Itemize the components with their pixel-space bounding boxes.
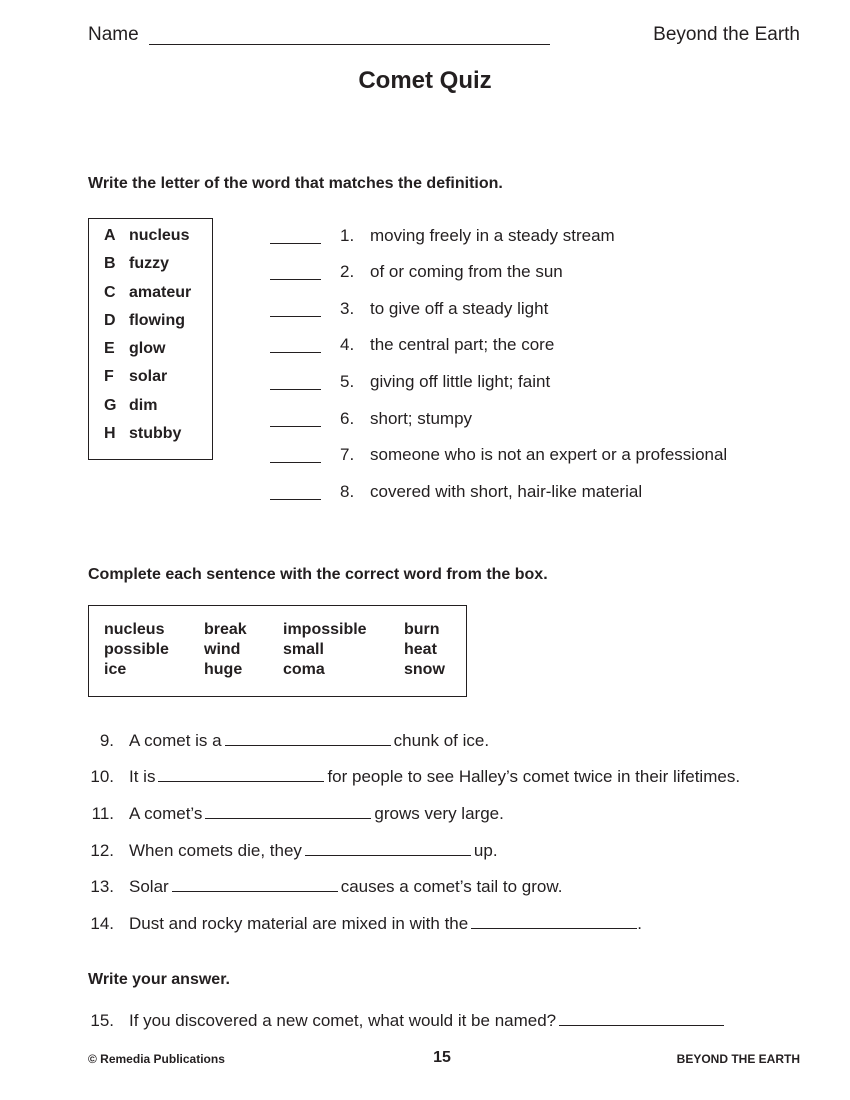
letter-item: [104, 312, 185, 330]
letter-item: [104, 425, 181, 443]
written-answer-instruction: Write your answer.: [88, 971, 230, 988]
letter-word: fuzzy: [129, 255, 169, 272]
letter-item: [104, 340, 165, 358]
word-bank-column: [283, 620, 367, 680]
letter-label: C: [104, 284, 116, 301]
word-bank-box: [88, 605, 467, 697]
answer-blank[interactable]: [270, 426, 321, 427]
definition-number: 4.: [340, 335, 355, 354]
answer-blank[interactable]: [270, 462, 321, 463]
definition-number: 8.: [340, 482, 355, 501]
letter-label: F: [104, 368, 114, 385]
word-bank-column: [204, 620, 247, 680]
answer-blank[interactable]: [172, 878, 338, 892]
sentence-number: 11.: [91, 804, 114, 823]
sentence-text-after: .: [637, 914, 642, 933]
definition-text: someone who is not an expert or a professional: [370, 445, 728, 464]
letter-label: G: [104, 397, 117, 414]
answer-blank[interactable]: [205, 805, 371, 819]
answer-blank[interactable]: [270, 243, 321, 244]
word-bank-column: [404, 620, 445, 680]
letter-label: B: [104, 255, 116, 272]
answer-blank[interactable]: [471, 915, 637, 929]
publisher-credit: © Remedia Publications: [88, 1052, 225, 1066]
sentence-text-before: Dust and rocky material are mixed in with the: [129, 914, 469, 933]
answer-blank[interactable]: [270, 316, 321, 317]
page-number: 15: [433, 1049, 451, 1066]
word-bank-word: break: [204, 621, 247, 638]
definition-number: 1.: [340, 226, 355, 245]
letter-word: stubby: [129, 425, 182, 442]
name-label: Name: [88, 24, 139, 45]
letter-word-box: [88, 218, 213, 460]
letter-label: H: [104, 425, 116, 442]
definition-number: 6.: [340, 409, 355, 428]
definition-text: moving freely in a steady stream: [370, 226, 615, 245]
definition-number: 3.: [340, 299, 355, 318]
unit-title: Beyond the Earth: [653, 24, 800, 45]
footer-unit-title: BEYOND THE EARTH: [676, 1052, 800, 1066]
word-bank-word: impossible: [283, 621, 367, 638]
definition-text: of or coming from the sun: [370, 262, 563, 281]
definition-text: the central part; the core: [370, 335, 555, 354]
letter-item: [104, 284, 191, 302]
letter-word: flowing: [129, 312, 185, 329]
word-bank-word: ice: [104, 661, 127, 678]
sentence-text-after: chunk of ice.: [393, 731, 490, 750]
matching-instruction: Write the letter of the word that matches the definition.: [88, 175, 503, 192]
answer-blank[interactable]: [270, 389, 321, 390]
page-title: Comet Quiz: [358, 67, 492, 94]
definition-text: giving off little light; faint: [370, 372, 551, 391]
sentence-number: 13.: [90, 877, 114, 896]
definition-number: 2.: [340, 262, 355, 281]
question-text: If you discovered a new comet, what would it be named?: [129, 1011, 557, 1030]
answer-blank[interactable]: [270, 499, 321, 500]
word-bank-word: small: [283, 641, 324, 658]
answer-blank[interactable]: [559, 1012, 724, 1026]
sentence-text-before: A comet is a: [129, 731, 222, 750]
sentence-text-after: grows very large.: [374, 804, 504, 823]
definition-number: 5.: [340, 372, 355, 391]
word-bank-word: snow: [404, 661, 445, 678]
answer-blank[interactable]: [225, 732, 391, 746]
sentence-text-before: It is: [129, 767, 156, 786]
sentence-number: 9.: [99, 731, 114, 750]
word-bank-word: wind: [204, 641, 241, 658]
sentence-number: 14.: [90, 914, 114, 933]
letter-item: [104, 397, 157, 415]
letter-item: [104, 368, 167, 386]
sentence-text-before: A comet’s: [129, 804, 203, 823]
letter-label: A: [104, 227, 116, 244]
answer-blank[interactable]: [270, 279, 321, 280]
word-bank-word: huge: [204, 661, 243, 678]
sentence-instruction: Complete each sentence with the correct word from the box.: [88, 566, 548, 583]
definition-text: to give off a steady light: [370, 299, 549, 318]
letter-word: solar: [129, 368, 168, 385]
answer-blank[interactable]: [305, 842, 471, 856]
sentence-number: 12.: [90, 841, 114, 860]
question-number: 15.: [90, 1011, 114, 1030]
word-bank-word: nucleus: [104, 621, 165, 638]
sentence-text-after: causes a comet’s tail to grow.: [340, 877, 563, 896]
sentence-number: 10.: [90, 767, 114, 786]
word-bank-column: [104, 620, 169, 680]
letter-word: dim: [129, 397, 158, 414]
word-bank-word: possible: [104, 641, 169, 658]
letter-label: D: [104, 312, 116, 329]
sentence-text-after: for people to see Halley’s comet twice in their lifetimes.: [327, 767, 741, 786]
sentence-text-after: up.: [473, 841, 498, 860]
letter-word: glow: [129, 340, 166, 357]
definition-text: short; stumpy: [370, 409, 473, 428]
word-bank-word: burn: [404, 621, 440, 638]
word-bank-word: heat: [404, 641, 437, 658]
answer-blank[interactable]: [270, 352, 321, 353]
word-bank-word: coma: [283, 661, 325, 678]
letter-item: [104, 255, 169, 273]
name-answer-line[interactable]: [149, 44, 550, 45]
answer-blank[interactable]: [158, 768, 324, 782]
definition-text: covered with short, hair-like material: [370, 482, 643, 501]
sentence-text-before: When comets die, they: [129, 841, 302, 860]
definition-number: 7.: [340, 445, 355, 464]
letter-word: nucleus: [129, 227, 190, 244]
letter-item: [104, 227, 189, 245]
letter-word: amateur: [129, 284, 192, 301]
letter-label: E: [104, 340, 115, 357]
sentence-text-before: Solar: [129, 877, 169, 896]
